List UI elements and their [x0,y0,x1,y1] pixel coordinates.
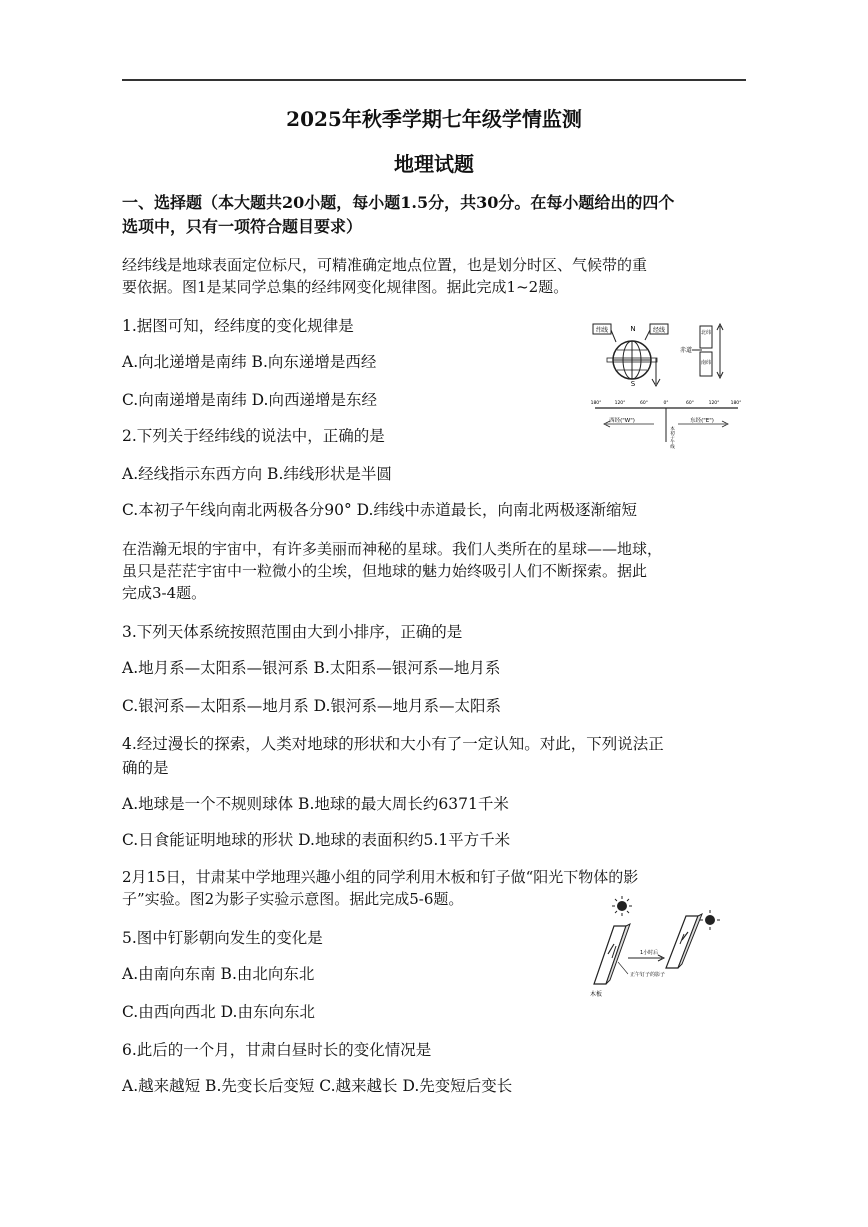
q6-stem: 6.此后的一个月，甘肃白昼时长的变化情况是 [122,1041,432,1059]
q3-stem: 3.下列天体系统按照范围由大到小排序，正确的是 [122,623,463,641]
q6-options: A.越来越短 B.先变长后变短 C.越来越长 D.先变短后变长 [122,1077,513,1095]
q4-options-ab: A.地球是一个不规则球体 B.地球的最大周长约6371千米 [122,795,509,813]
label-chidao: 赤道 [680,347,693,354]
intro1-line2: 要依据。图1是某同学总集的经纬网变化规律图。据此完成1~2题。 [122,278,569,296]
q1-options-cd: C.向南递增是南纬 D.向西递增是东经 [122,391,377,409]
intro2-line1: 在浩瀚无垠的宇宙中，有许多美丽而神秘的星球。我们人类所在的星球——地球， [122,540,663,558]
label-east: 东经("E") [690,418,714,424]
tick-120w: 120° [614,401,626,406]
intro2-line3: 完成3-4题。 [122,584,207,602]
intro3-line1: 2月15日，甘肃某中学地理兴趣小组的同学利用木板和钉子做“阳光下物体的影 [122,868,639,886]
label-noon-shadow: 正午钉子的影子 [630,972,666,978]
q4-stem-line1: 4.经过漫长的探索，人类对地球的形状和大小有了一定认知。对此，下列说法正 [122,735,664,753]
label-south-lat: 南纬 [700,360,712,366]
label-board: 木板 [590,991,603,998]
label-jingxian: 经线 [652,327,666,334]
sun-icon [612,896,632,916]
intro3-line2: 子”实验。图2为影子实验示意图。据此完成5-6题。 [122,890,464,908]
exam-title: 2025年秋季学期七年级学情监测 [286,107,582,131]
section-heading-line2: 选项中，只有一项符合题目要求） [122,217,363,236]
q1-stem: 1.据图可知，经纬度的变化规律是 [122,317,354,335]
figure-1-graticule [592,322,742,462]
q5-options-cd: C.由西向西北 D.由东向东北 [122,1003,315,1021]
q2-options-ab: A.经线指示东西方向 B.纬线形状是半圆 [122,465,392,483]
q3-options-cd: C.银河系—太阳系—地月系 D.银河系—地月系—太阳系 [122,697,501,715]
q4-options-cd: C.日食能证明地球的形状 D.地球的表面积约5.1平方千米 [122,831,511,849]
tick-0: 0° [663,401,669,406]
q2-options-cd: C.本初子午线向南北两极各分90° D.纬线中赤道最长，向南北两极逐渐缩短 [122,501,637,519]
label-north: N [630,325,636,333]
label-south: S [630,380,636,388]
q1-options-ab: A.向北递增是南纬 B.向东递增是西经 [122,353,377,371]
sun-icon [700,910,720,930]
label-north-lat: 北纬 [700,330,712,336]
top-rule [122,79,746,81]
section-heading-line1: 一、选择题（本大题共20小题，每小题1.5分，共30分。在每小题给出的四个 [122,193,675,212]
q3-options-ab: A.地月系—太阳系—银河系 B.太阳系—银河系—地月系 [122,659,501,677]
q5-stem: 5.图中钉影朝向发生的变化是 [122,929,323,947]
intro2-line2: 虽只是茫茫宇宙中一粒微小的尘埃，但地球的魅力始终吸引人们不断探索。据此 [122,562,648,580]
tick-180w: 180° [590,401,602,406]
label-west: 西经("W") [609,418,635,424]
label-weixian: 纬线 [595,327,609,334]
q2-stem: 2.下列关于经纬线的说法中，正确的是 [122,427,385,445]
label-hour-later: 1小时后 [640,950,659,956]
exam-subtitle: 地理试题 [394,152,474,176]
intro1-line1: 经纬线是地球表面定位标尺，可精准确定地点位置，也是划分时区、气候带的重 [122,256,648,274]
tick-120e: 120° [708,401,720,406]
tick-180e: 180° [730,401,742,406]
tick-60e: 60° [686,401,694,406]
figure-2-shadow-experiment [586,896,726,1000]
label-prime-meridian: 本初子午线 [669,426,675,449]
q5-options-ab: A.由南向东南 B.由北向东北 [122,965,315,983]
q4-stem-line2: 确的是 [122,759,169,777]
tick-60w: 60° [640,401,648,406]
